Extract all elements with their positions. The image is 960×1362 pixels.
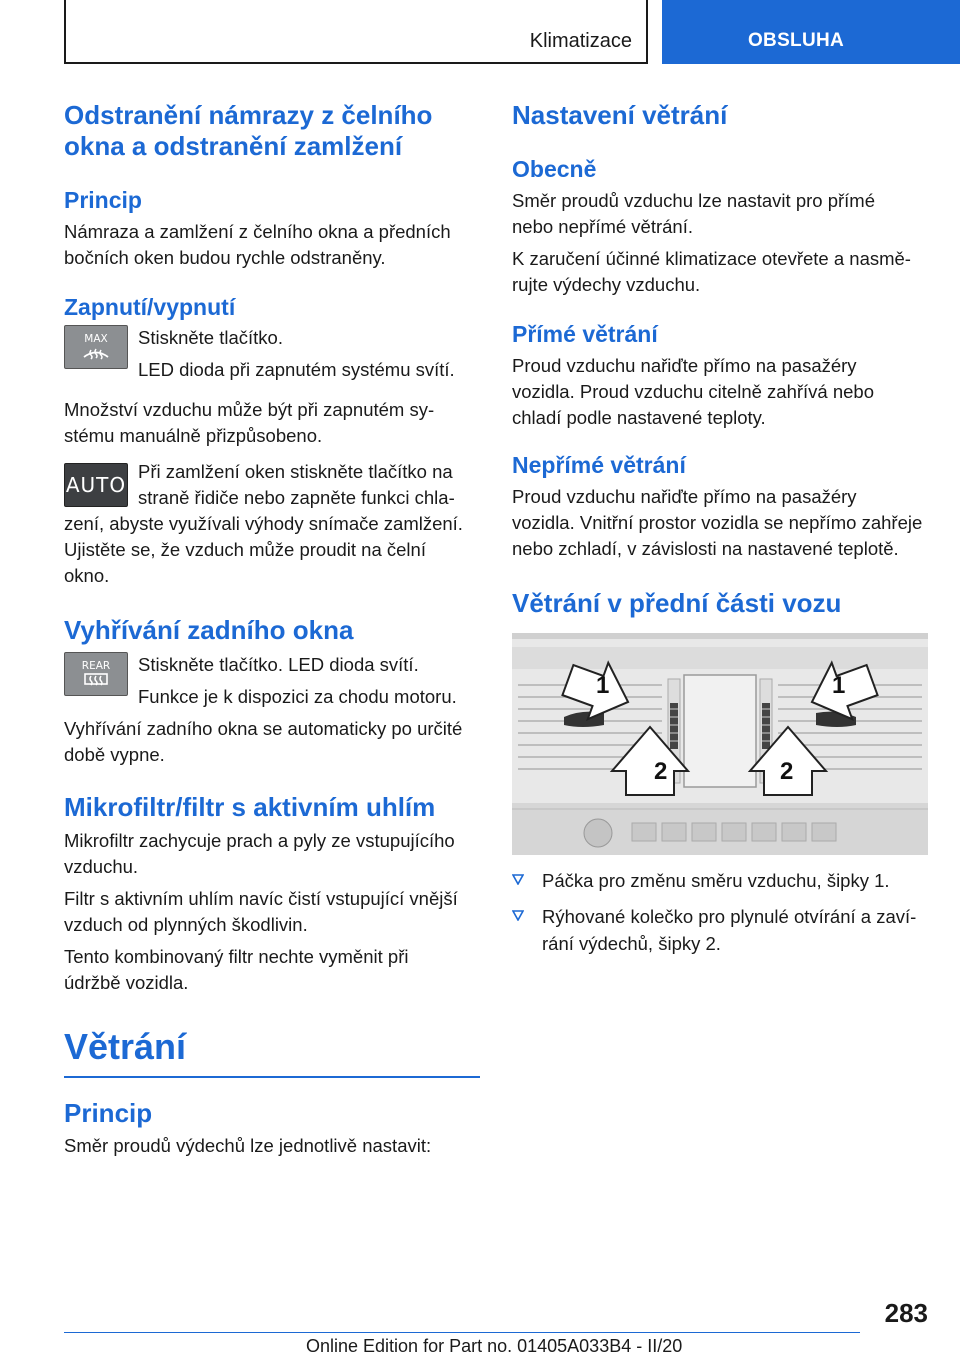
max-defrost-icon: MAX: [64, 325, 128, 369]
princip-heading: Princip: [64, 187, 142, 213]
princip2-text: Směr proudů výdechů lze jednotlivě nastavit:: [64, 1135, 432, 1156]
zapnuti-text: Stiskněte tlačítko. LED dioda při zapnutém systému svítí.: [138, 327, 455, 380]
max-defrost-row: [64, 325, 480, 383]
mikrofiltr-text: Mikrofiltr zachycuje prach a pyly ze vstupujícího vzduchu. Filtr s aktivním uhlím navíc čistí vstupující vnější vzduch od plynných škodlivin. Tento kombinovaný filtr nechte vyměnit při údržbě vozidla.: [64, 830, 458, 993]
arrow-2-left-label: 2: [654, 758, 668, 785]
rear-text: Stiskněte tlačítko. LED dioda svítí. Funkce je k dispozici za chodu motoru.: [138, 654, 457, 707]
header-chapter-box: [64, 0, 648, 64]
vetrani-rule: [64, 1076, 480, 1078]
section-tab-label: OBSLUHA: [747, 30, 845, 51]
list-item: Páčka pro změnu směru vzduchu, šipky 1.: [512, 867, 928, 894]
obecne-heading: Obecně: [512, 156, 597, 182]
auto-button-icon: AUTO: [64, 463, 128, 507]
triangle-bullet-icon: [512, 873, 524, 885]
rear-defrost-icon: REAR: [64, 652, 128, 696]
neprime-text: Proud vzduchu nařiďte přímo na pasažéry vozidla. Vnitřní prostor vozidla se nepřímo zahřeje nebo zchladí, v závislosti na nastavené teplotě.: [512, 486, 923, 559]
mikrofiltr-heading: Mikrofiltr/filtr s aktivním uhlím: [64, 792, 436, 822]
prime-text: Proud vzduchu nařiďte přímo na pasažéry vozidla. Proud vzduchu citelně zahřívá nebo chladí podle nastavené teploty.: [512, 355, 874, 428]
princip2-heading: Princip: [64, 1098, 153, 1128]
rear-defrost-row: [64, 652, 480, 710]
defrost-heading: Odstranění námrazy z čelního okna a odstranění zamlžení: [64, 100, 433, 161]
vetrani-heading: Větrání: [64, 1026, 187, 1067]
auto-block: [64, 459, 480, 589]
prime-heading: Přímé větrání: [512, 321, 658, 347]
zapnuti-heading: Zapnutí/vypnutí: [64, 294, 236, 320]
right-column: [512, 100, 928, 966]
arrow-2-right-label: 2: [780, 758, 794, 785]
page-number: 283: [884, 1298, 928, 1328]
left-column: [64, 100, 480, 1159]
chapter-title: Klimatizace: [529, 30, 632, 52]
predni-heading: Větrání v přední části vozu: [512, 588, 842, 618]
nastaveni-heading: Nastavení větrání: [512, 100, 728, 130]
rear-heading: Vyhřívání zadního okna: [64, 615, 354, 645]
triangle-bullet-icon: [512, 909, 524, 921]
princip-text: Námraza a zamlžení z čelního okna a předních bočních oken budou rychle odstraněny.: [64, 221, 451, 268]
arrow-1-left-label: 1: [596, 672, 610, 699]
section-tab: [662, 0, 960, 64]
vents-illustration: [512, 633, 928, 855]
vents-bullet-list: [512, 867, 928, 957]
auto-text: Při zamlžení oken stiskněte tlačítko na straně řidiče nebo zapněte funkci chla‐ zení, abyste využívali výhody snímače zamlžení. Ujistěte se, že vzduch může proudit na čelní okno.: [64, 461, 463, 586]
arrow-1-right-label: 1: [832, 672, 846, 699]
defrost-waves-icon: [81, 345, 111, 361]
mnozstvi-text: Množství vzduchu může být při zapnutém sy‐ stému manuálně přizpůsobeno.: [64, 399, 435, 446]
footer-rule: [64, 1332, 860, 1333]
neprime-heading: Nepřímé větrání: [512, 452, 686, 478]
rear-defrost-waves-icon: [81, 672, 111, 688]
footer-edition: Online Edition for Part no. 01405A033B4 - II/20: [306, 1336, 683, 1356]
list-item: Rýhované kolečko pro plynulé otvírání a zaví‐ rání výdechů, šipky 2.: [512, 903, 928, 957]
obecne-text: Směr proudů vzduchu lze nastavit pro přímé nebo nepřímé větrání. K zaručení účinné klimatizace otevřete a nasmě‐ rujte výdechy vzduchu.: [512, 190, 911, 295]
rear-auto-off-text: Vyhřívání zadního okna se automaticky po určité době vypne.: [64, 718, 463, 765]
